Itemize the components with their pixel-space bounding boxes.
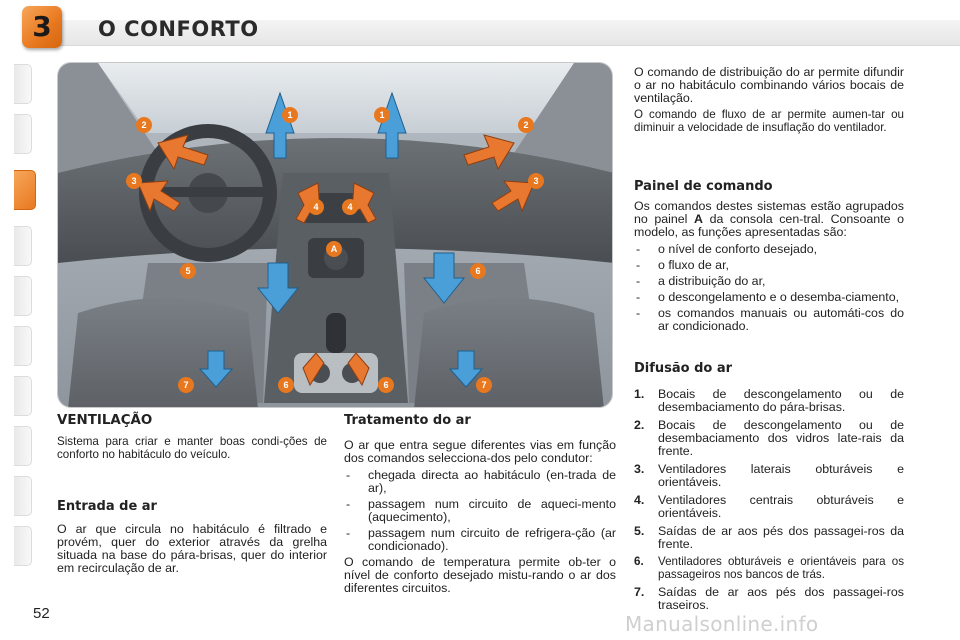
chapter-tab-1[interactable] <box>14 64 32 104</box>
panel-A-label: A <box>694 212 703 226</box>
callout-A <box>326 241 342 257</box>
svg-text:4: 4 <box>347 202 353 212</box>
chapter-tab-7[interactable] <box>14 376 32 416</box>
list-item: 7. Saídas de ar aos pés dos passagei-ros traseiros. <box>634 585 904 612</box>
svg-text:5: 5 <box>185 266 191 276</box>
chapter-tab-5[interactable] <box>14 276 32 316</box>
page-title: O CONFORTO <box>98 17 259 41</box>
svg-text:2: 2 <box>523 120 529 130</box>
chapter-tab-10[interactable] <box>14 526 32 566</box>
callout-7-right <box>476 377 492 393</box>
svg-text:A: A <box>330 244 338 254</box>
page-number: 52 <box>33 605 50 622</box>
callout-4-right <box>342 199 358 215</box>
entrada-text: O ar que circula no habitáculo é filtrado e provém, quer do exterior através da grelha situada na base do pára-brisas, quer do interior em recirculação de ar. <box>57 522 327 575</box>
callout-4-left <box>308 199 324 215</box>
chapter-number-badge: 3 <box>22 6 62 48</box>
list-item: - passagem num circuito de aqueci-mento (aquecimento), <box>344 498 616 524</box>
svg-text:6: 6 <box>383 380 389 390</box>
list-item: - o fluxo de ar, <box>634 259 904 272</box>
list-item: - a distribuição do ar, <box>634 275 904 288</box>
list-item: 2. Bocais de descongelamento ou de desembaciamento dos vidros late-rais da frente. <box>634 418 904 458</box>
callout-6-front <box>470 263 486 279</box>
chapter-tab-8[interactable] <box>14 426 32 466</box>
tratamento-section <box>344 414 616 595</box>
list-item: - passagem num circuito de refrigera-ção (ar condicionado). <box>344 527 616 553</box>
list-item: - chegada directa ao habitáculo (en-trada de ar), <box>344 469 616 495</box>
callout-2-right <box>518 117 534 133</box>
svg-text:4: 4 <box>313 202 319 212</box>
list-item: 5. Saídas de ar aos pés dos passagei-ros da frente. <box>634 524 904 551</box>
car-interior-illustration <box>57 62 613 408</box>
ventilacao-section <box>57 414 327 461</box>
tratamento-outro: O comando de temperatura permite ob-ter o nível de conforto desejado mistu-rando o ar dos diferentes circuitos. <box>344 555 616 595</box>
list-item: - o nível de conforto desejado, <box>634 243 904 256</box>
entrada-heading: Entrada de ar <box>57 499 157 514</box>
ventilacao-heading: VENTILAÇÃO <box>57 413 153 428</box>
chapter-tab-2[interactable] <box>14 114 32 154</box>
svg-text:3: 3 <box>533 176 539 186</box>
list-item: - os comandos manuais ou automáti-cos do ar condicionado. <box>634 307 904 333</box>
entrada-section <box>57 500 327 575</box>
painel-section <box>634 180 904 336</box>
painel-heading: Painel de comando <box>634 179 773 194</box>
svg-text:6: 6 <box>283 380 289 390</box>
svg-text:7: 7 <box>481 380 487 390</box>
callout-5 <box>180 263 196 279</box>
svg-text:6: 6 <box>475 266 481 276</box>
list-item: 6. Ventiladores obturáveis e orientáveis para os passageiros nos bancos de trás. <box>634 555 904 581</box>
list-item: 4. Ventiladores centrais obturáveis e orientáveis. <box>634 493 904 520</box>
callout-1-right <box>374 107 390 123</box>
tratamento-list <box>344 469 616 553</box>
tratamento-heading: Tratamento do ar <box>344 413 471 428</box>
chapter-tab-4[interactable] <box>14 226 32 266</box>
chapter-tab-3-active[interactable] <box>14 170 36 210</box>
distribution-text: O comando de distribuição do ar permite difundir o ar no habitáculo combinando vários bocais de ventilação. <box>634 65 904 105</box>
svg-text:1: 1 <box>379 110 385 120</box>
callout-3-right <box>528 173 544 189</box>
distribution-info <box>634 66 904 134</box>
airflow-text: O comando de fluxo de ar permite aumen-tar ou diminuir a velocidade de insuflação do ventilador. <box>634 108 904 134</box>
callout-6-rear-left <box>278 377 294 393</box>
list-item: 3. Ventiladores laterais obturáveis e orientáveis. <box>634 462 904 489</box>
list-item: - o descongelamento e o desemba-ciamento, <box>634 291 904 304</box>
chapter-tab-9[interactable] <box>14 476 32 516</box>
svg-text:7: 7 <box>183 380 189 390</box>
difusao-list <box>634 388 904 612</box>
chapter-tab-6[interactable] <box>14 326 32 366</box>
tratamento-intro: O ar que entra segue diferentes vias em função dos comandos selecciona-dos pelo condutor: <box>344 438 616 465</box>
callout-1-left <box>282 107 298 123</box>
svg-text:1: 1 <box>287 110 293 120</box>
difusao-heading: Difusão do ar <box>634 361 733 376</box>
painel-list <box>634 243 904 333</box>
callout-2-left <box>136 117 152 133</box>
callout-3-left <box>126 173 142 189</box>
difusao-section <box>634 362 904 617</box>
painel-intro: Os comandos destes sistemas estão agrupados no painel A da consola cen-tral. Consoante o modelo, as funções apresentadas são: <box>634 199 904 239</box>
svg-text:2: 2 <box>141 120 147 130</box>
callout-7-left <box>178 377 194 393</box>
ventilacao-text: Sistema para criar e manter boas condi-ções de conforto no habitáculo do veículo. <box>57 435 327 461</box>
svg-text:3: 3 <box>131 176 137 186</box>
watermark: Manualsonline.info <box>625 612 819 636</box>
callout-6-rear-right <box>378 377 394 393</box>
list-item: 1. Bocais de descongelamento ou de desembaciamento do pára-brisas. <box>634 387 904 414</box>
